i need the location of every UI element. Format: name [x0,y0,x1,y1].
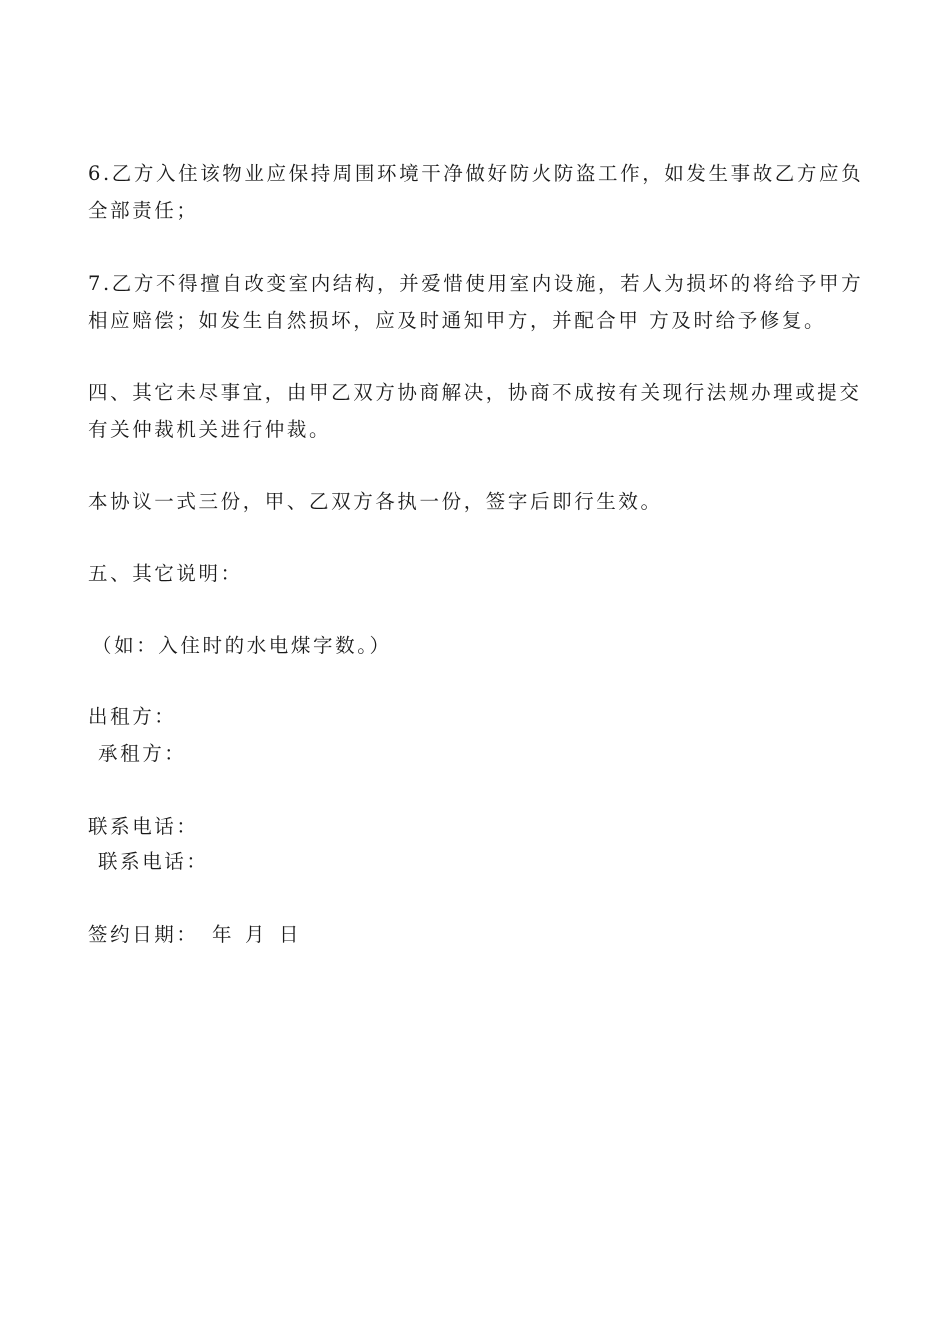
sign-date-label: 签约日期： [88,923,199,946]
lessee-label: 承租方： [98,742,187,765]
section-4-paragraph: 四、其它未尽事宜，由甲乙双方协商解决，协商不成按有关现行法规办理或提交有关仲裁机关进行仲裁。 [88,381,862,441]
lessor-label: 出租方： [88,705,177,728]
copies-note: 本协议一式三份，甲、乙双方各执一份，签字后即行生效。 [88,490,663,513]
section-5-example: （如：入住时的水电煤字数。） [92,634,392,657]
clause-7: 7.乙方不得擅自改变室内结构，并爱惜使用室内设施，若人为损坏的将给予甲方相应赔偿；如发生自然损坏，应及时通知甲方，并配合甲 方及时给予修复。 [88,272,864,332]
sign-date-day: 日 [279,923,302,946]
sign-date-year: 年 [212,923,235,946]
lessor-phone-label: 联系电话： [88,815,199,838]
clause-6: 6.乙方入住该物业应保持周围环境干净做好防火防盗工作，如发生事故乙方应负全部责任； [88,162,864,222]
lessee-phone-label: 联系电话： [98,850,209,873]
sign-date-month: 月 [245,923,268,946]
section-5-heading: 五、其它说明： [88,562,243,585]
